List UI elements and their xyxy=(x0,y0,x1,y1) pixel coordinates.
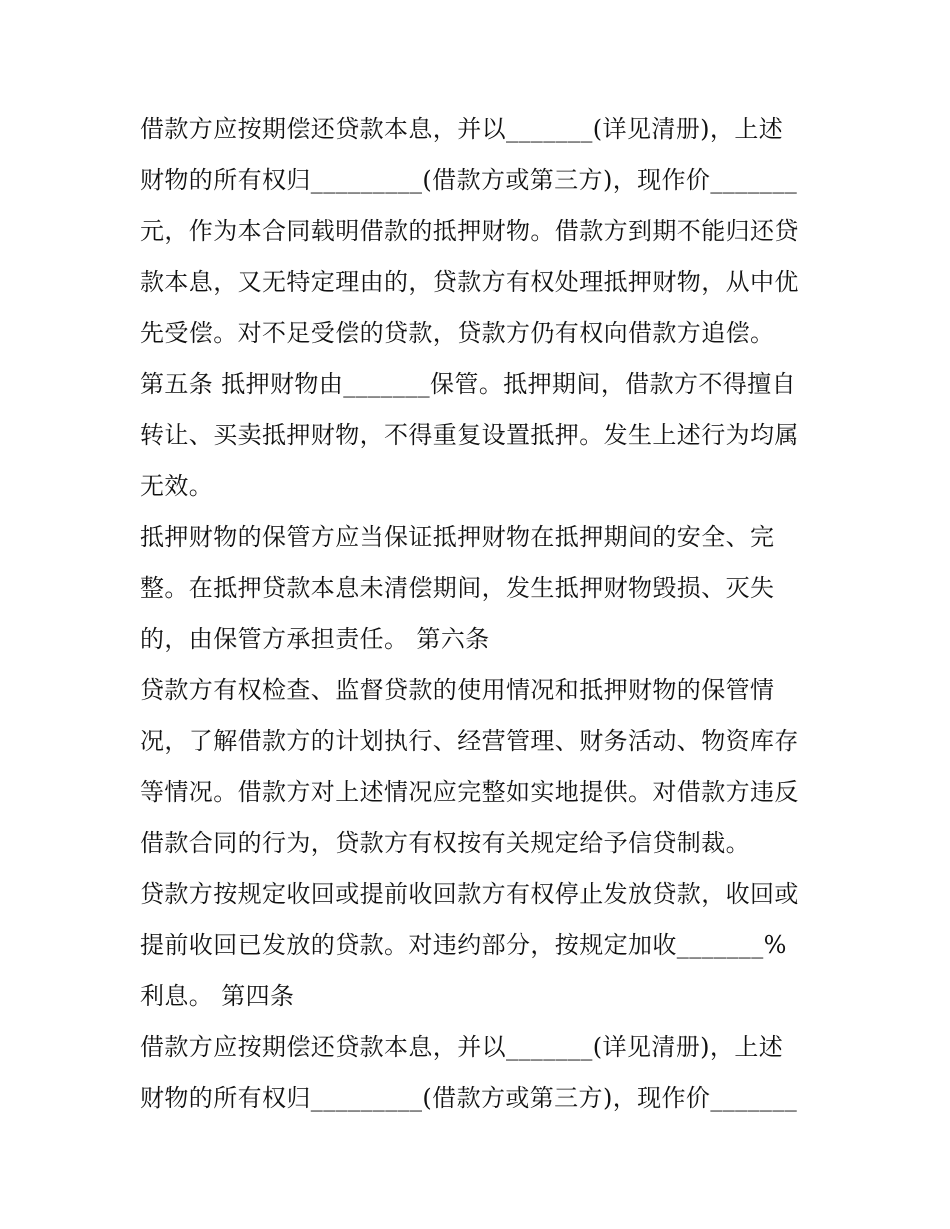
text-line: 提前收回已发放的贷款。对违约部分，按规定加收_______% xyxy=(140,931,787,959)
text-line: 况，了解借款方的计划执行、经营管理、财务活动、物资库存 xyxy=(140,727,799,755)
text-line: 的，由保管方承担责任。 第六条 xyxy=(140,625,490,653)
text-line: 无效。 xyxy=(140,472,214,500)
text-line: 贷款方有权检查、监督贷款的使用情况和抵押财物的保管情 xyxy=(140,676,775,704)
text-line: 利息。 第四条 xyxy=(140,982,295,1010)
text-line: 元，作为本合同载明借款的抵押财物。借款方到期不能归还贷 xyxy=(140,217,799,245)
text-line: 第五条 抵押财物由_______保管。抵押期间，借款方不得擅自 xyxy=(140,370,797,398)
text-line: 贷款方按规定收回或提前收回款方有权停止发放贷款，收回或 xyxy=(140,880,799,908)
text-line: 借款方应按期偿还贷款本息，并以_______(详见清册)，上述 xyxy=(140,1033,784,1061)
text-line: 借款方应按期偿还贷款本息，并以_______(详见清册)，上述 xyxy=(140,115,784,143)
text-line: 先受偿。对不足受偿的贷款，贷款方仍有权向借款方追偿。 xyxy=(140,319,775,347)
text-line: 抵押财物的保管方应当保证抵押财物在抵押期间的安全、完 xyxy=(140,523,775,551)
document-body xyxy=(140,104,830,1124)
text-line: 整。在抵押贷款本息未清偿期间，发生抵押财物毁损、灭失 xyxy=(140,574,775,602)
text-line: 转让、买卖抵押财物，不得重复设置抵押。发生上述行为均属 xyxy=(140,421,799,449)
text-line: 款本息，又无特定理由的，贷款方有权处理抵押财物，从中优 xyxy=(140,268,799,296)
text-line: 借款合同的行为，贷款方有权按有关规定给予信贷制裁。 xyxy=(140,829,750,857)
text-line: 财物的所有权归_________(借款方或第三方)，现作价_______ xyxy=(140,1084,798,1112)
text-line: 财物的所有权归_________(借款方或第三方)，现作价_______ xyxy=(140,166,798,194)
text-line: 等情况。借款方对上述情况应完整如实地提供。对借款方违反 xyxy=(140,778,799,806)
